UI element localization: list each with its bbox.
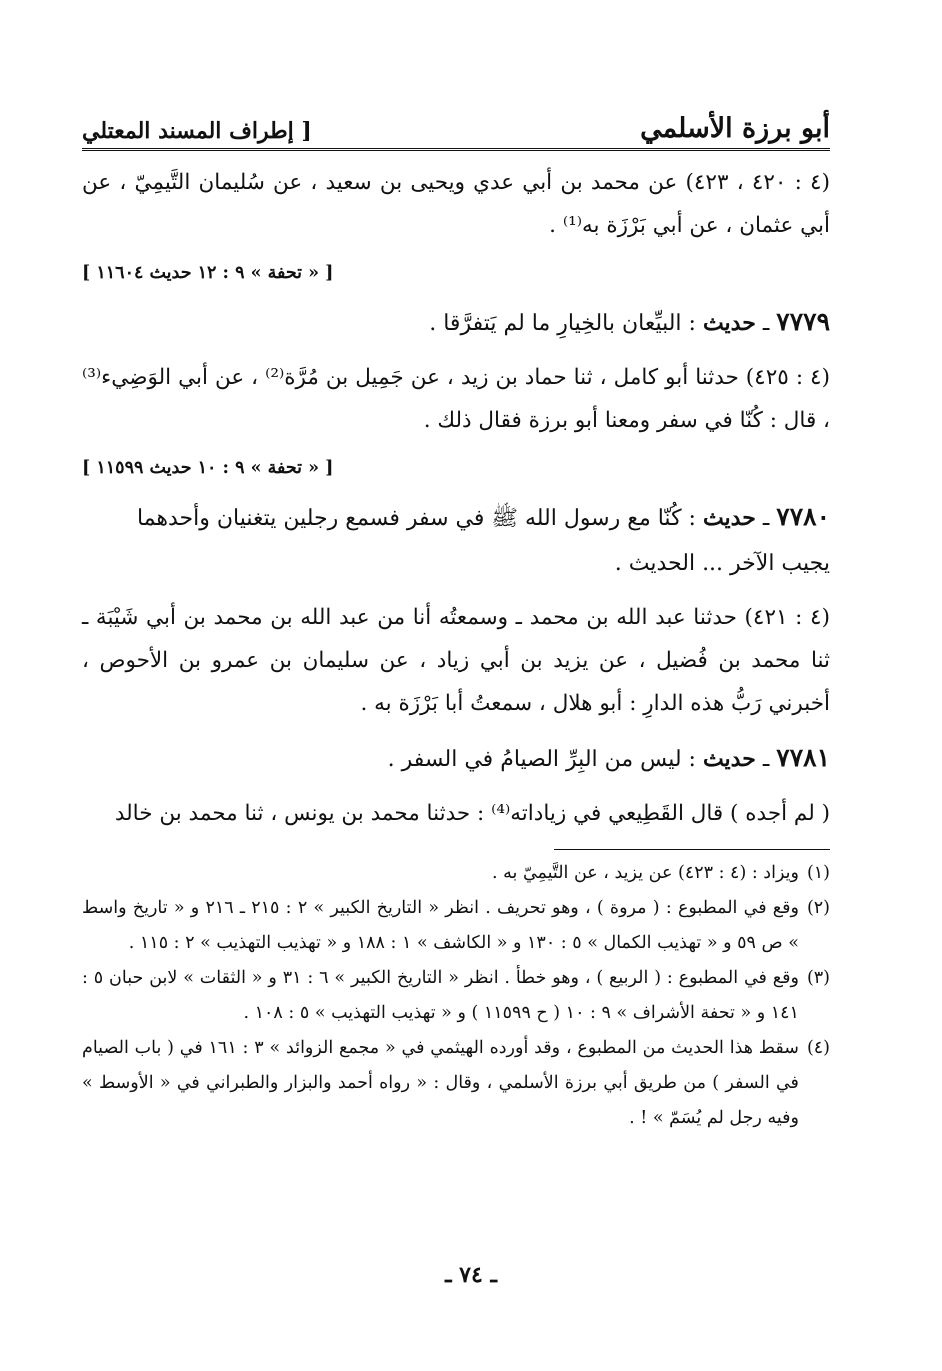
footnote-number: (٤) (806, 1038, 830, 1058)
footnote-number: (٢) (806, 898, 830, 918)
hadith-7780 (82, 494, 830, 586)
tuhfa-reference-2: [ « تحفة » ٩ : ١٠ حديث ١١٥٩٩ ] (82, 458, 334, 478)
paragraph-isnad-3: (٤ : ٤٢١) حدثنا عبد الله بن محمد ـ وسمعتُه أنا من عبد الله بن محمد بن أبي شَيْبَة ـ ثنا محمد بن فُضيل ، عن يزيد بن أبي زياد ، عن سليمان بن عمرو بن الأحوص ، أخبرني رَبُّ هذه الدارِ : أبو هلال ، سمعتُ أبا بَرْزَة به . (82, 605, 830, 716)
hadith-number: ٧٧٨١ (776, 743, 830, 772)
hadith-label: حديث (702, 310, 756, 336)
footnote-3 (82, 961, 830, 1031)
page-content (82, 100, 830, 1136)
footnote-text: وقع في المطبوع : ( مروة ) ، وهو تحريف . انظر « التاريخ الكبير » ٢ : ٢١٥ ـ ٢١٦ و « تاريخ واسط » ص ٥٩ و « تهذيب الكمال » ٥ : ١٣٠ و « الكاشف » ١ : ١٨٨ و « تهذيب التهذيب » ٢ : ١١٥ . (82, 898, 799, 953)
footnote-1 (82, 856, 830, 891)
dash: ـ (762, 506, 770, 531)
footnote-separator (554, 849, 830, 850)
hadith-text: : كُنّا مع رسول الله ﷺ في سفر فسمع رجلين يتغنيان وأحدهما يجيب الآخر ... الحديث . (136, 506, 830, 576)
footnote-2 (82, 891, 830, 961)
hadith-number: ٧٧٨٠ (776, 502, 830, 531)
footnote-number: (٣) (806, 968, 830, 988)
header-book-title: أبو برزة الأسلمي (640, 113, 830, 144)
paragraph-isnad-4: ( لم أجده ) قال القَطِيعي في زياداته⁽⁴⁾ : حدثنا محمد بن يونس ، ثنا محمد بن خالد (114, 801, 830, 826)
hadith-number: ٧٧٧٩ (776, 307, 830, 336)
page-number: ـ ٧٤ ـ (445, 1262, 497, 1288)
dash: ـ (762, 311, 770, 336)
footnote-text: سقط هذا الحديث من المطبوع ، وقد أورده الهيثمي في « مجمع الزوائد » ٣ : ١٦١ في ( باب الصيام في السفر ) من طريق أبي برزة الأسلمي ، وقال : « رواه أحمد والبزار والطبراني في « الأوسط » وفيه رجل لم يُسَمّ » ! . (82, 1038, 799, 1128)
hadith-label: حديث (702, 746, 756, 772)
tuhfa-reference-1: [ « تحفة » ٩ : ١٢ حديث ١١٦٠٤ ] (82, 263, 334, 283)
footnote-separator-wrap (82, 835, 830, 856)
hadith-text: : ليس من البِرِّ الصيامُ في السفر . (387, 747, 696, 772)
paragraph-isnad-2: (٤ : ٤٢٥) حدثنا أبو كامل ، ثنا حماد بن زيد ، عن جَمِيل بن مُرَّة⁽²⁾ ، عن أبي الوَضِيء⁽³⁾ ، قال : كُنّا في سفر ومعنا أبو برزة فقال ذلك . (82, 365, 830, 433)
running-header (82, 100, 830, 151)
hadith-7781 (82, 735, 830, 782)
footnote-4 (82, 1031, 830, 1136)
paragraph-isnad-1: (٤ : ٤٢٠ ، ٤٢٣) عن محمد بن أبي عدي ويحيى بن سعيد ، عن سُليمان التَّيمِيّ ، عن أبي عثمان ، عن أبي بَرْزَة به⁽¹⁾ . (82, 170, 830, 238)
hadith-7779 (82, 299, 830, 346)
footnotes (82, 856, 830, 1136)
dash: ـ (762, 747, 770, 772)
header-section-title: [ إطراف المسند المعتلي (82, 118, 312, 144)
footnote-text: وقع في المطبوع : ( الربيع ) ، وهو خطأ . انظر « التاريخ الكبير » ٦ : ٣١ و « الثقات » لابن حبان ٥ : ١٤١ و « تحفة الأشراف » ٩ : ١٠ ( ح ١١٥٩٩ ) و « تهذيب التهذيب » ٥ : ١٠٨ . (82, 968, 799, 1023)
footnote-text: ويزاد : (٤ : ٤٢٣) عن يزيد ، عن التَّيمِيّ به . (492, 863, 799, 883)
hadith-text: : البيِّعان بالخِيارِ ما لم يَتفرَّقا . (429, 311, 696, 336)
hadith-label: حديث (702, 505, 756, 531)
footnote-number: (١) (806, 863, 830, 883)
